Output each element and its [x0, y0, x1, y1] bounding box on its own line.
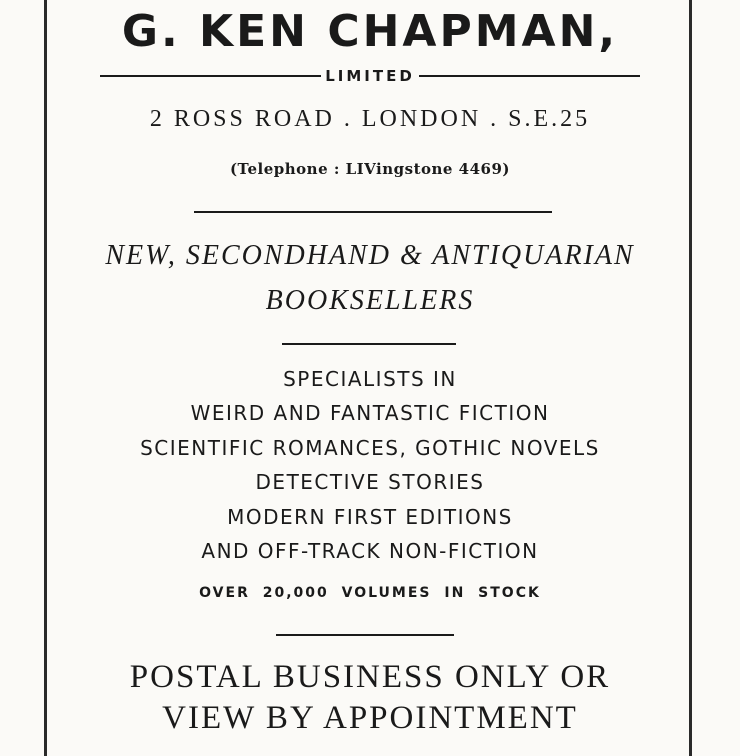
divider-3: [276, 634, 454, 636]
tagline-line-1: NEW, SECONDHAND & ANTIQUARIAN: [105, 240, 635, 271]
stock-notice: OVER 20,000 VOLUMES IN STOCK: [199, 585, 541, 601]
specialty-item: DETECTIVE STORIES: [255, 470, 485, 494]
telephone: (Telephone : LIVingstone 4469): [229, 160, 511, 178]
specialty-item: WEIRD AND FANTASTIC FICTION: [190, 401, 550, 425]
limited-rule-right: [419, 75, 640, 77]
specialty-item: SCIENTIFIC ROMANCES, GOTHIC NOVELS: [140, 436, 600, 460]
limited-label: LIMITED: [325, 67, 415, 85]
tagline-line-2: BOOKSELLERS: [265, 285, 475, 316]
company-name: G. KEN CHAPMAN,: [121, 6, 619, 57]
postal-line-2: VIEW BY APPOINTMENT: [162, 700, 578, 736]
specialists-heading: SPECIALISTS IN: [283, 367, 457, 391]
postal-line-1: POSTAL BUSINESS ONLY OR: [129, 659, 611, 695]
address: 2 ROSS ROAD . LONDON . S.E.25: [149, 106, 591, 132]
specialty-item: AND OFF-TRACK NON-FICTION: [201, 539, 539, 563]
specialty-item: MODERN FIRST EDITIONS: [227, 505, 513, 529]
limited-rule-left: [100, 75, 321, 77]
limited-banner: [100, 66, 640, 86]
divider-2: [282, 343, 456, 345]
divider-1: [194, 211, 552, 213]
